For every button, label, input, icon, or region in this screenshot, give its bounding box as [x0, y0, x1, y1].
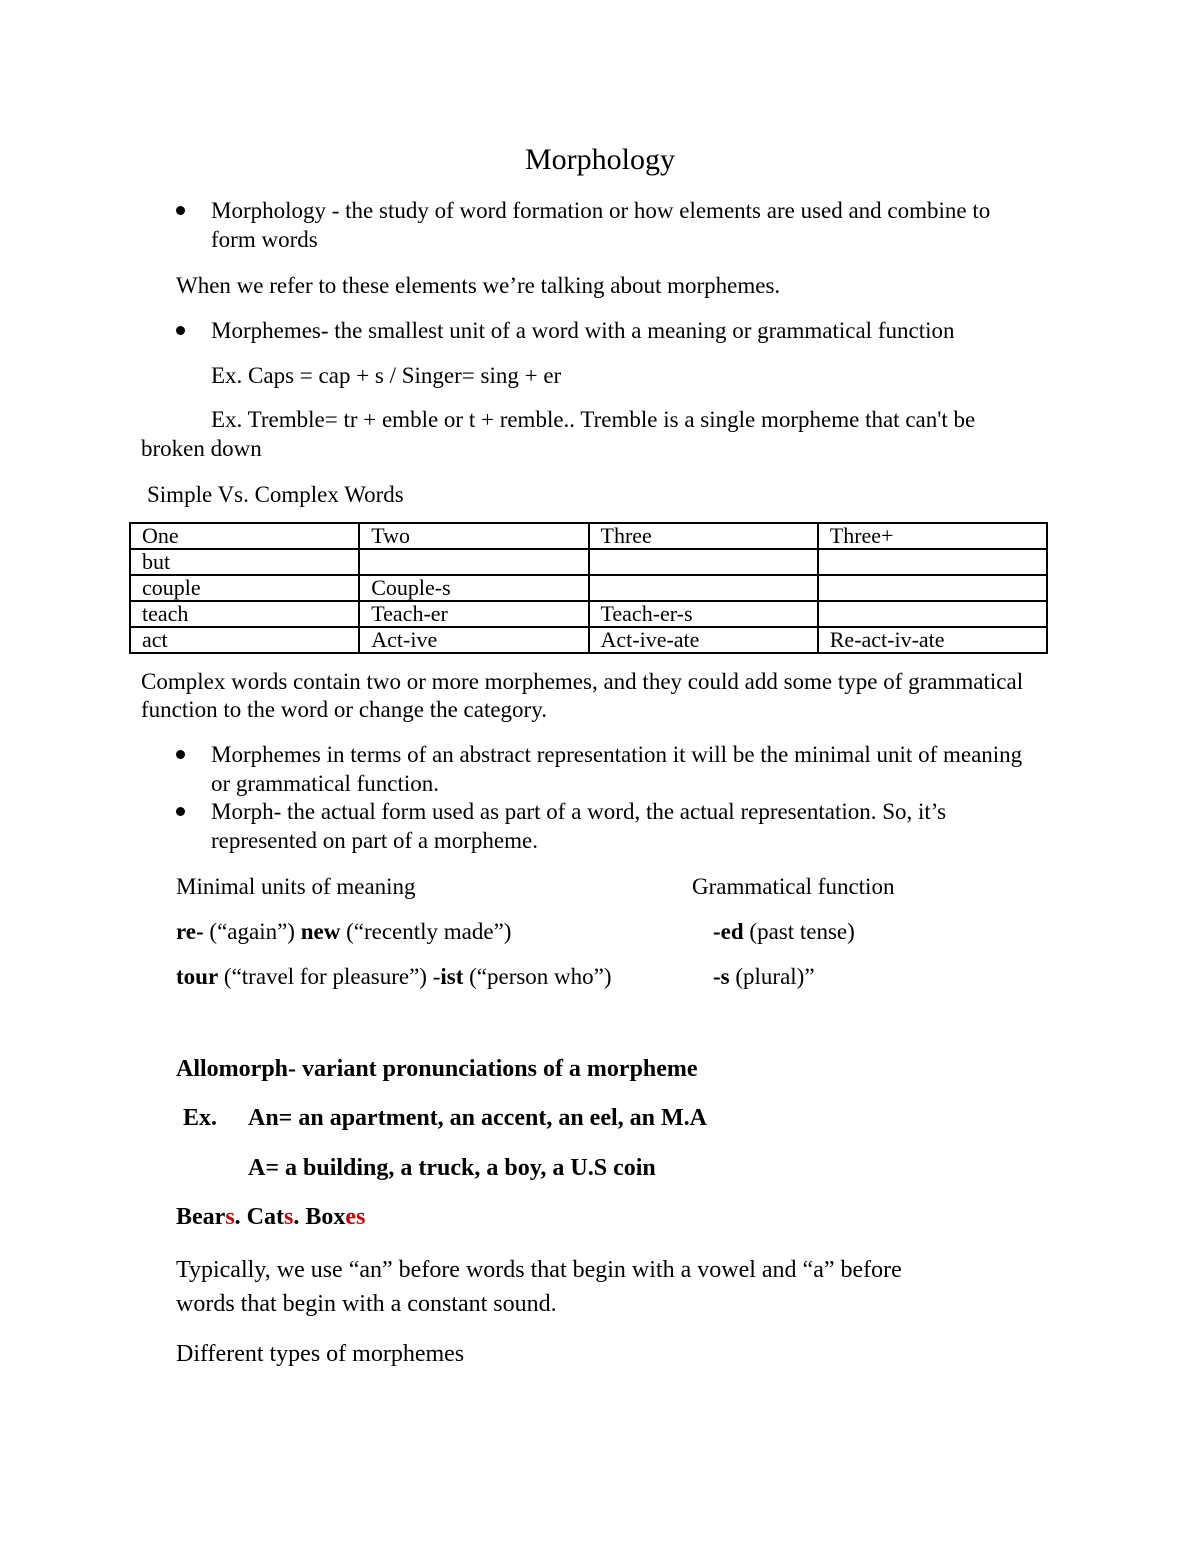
example-tremble-line2: broken down — [141, 436, 262, 461]
gloss-again: (“again”) — [203, 919, 301, 944]
table-cell: Teach-er — [359, 601, 588, 627]
bear-suffix: s — [225, 1204, 235, 1230]
example-tremble-line1: Ex. Tremble= tr + emble or t + remble.. Tremble is a single morpheme that can't be — [211, 407, 976, 432]
table-cell: Act-ive-ate — [589, 627, 818, 653]
morpheme-new: new — [300, 919, 341, 944]
table-row — [130, 575, 1047, 601]
allomorph-heading: Allomorph- variant pronunciations of a morpheme — [176, 1056, 698, 1082]
typically-line1: Typically, we use “an” before words that begin with a vowel and “a” before — [176, 1257, 902, 1283]
page-title: Morphology — [525, 143, 675, 176]
table-header-cell: Three — [589, 523, 818, 549]
table-cell: Act-ive — [359, 627, 588, 653]
gloss-person-who: (“person who”) — [463, 964, 612, 989]
typically-line2: words that begin with a constant sound. — [176, 1291, 557, 1317]
table-header-cell: One — [130, 523, 359, 549]
gloss-travel: (“travel for pleasure”) - — [218, 964, 441, 989]
table-cell — [818, 549, 1047, 575]
table-header-cell: Three+ — [818, 523, 1047, 549]
morpheme-ed: -ed — [713, 919, 744, 944]
table-cell — [589, 549, 818, 575]
bullet-morphemes: Morphemes- the smallest unit of a word with a meaning or grammatical function — [211, 318, 955, 343]
bullet-morph-line1: Morph- the actual form used as part of a word, the actual representation. So, it’s — [211, 799, 947, 824]
different-types-heading: Different types of morphemes — [176, 1341, 465, 1367]
morpheme-table — [129, 522, 1048, 654]
morpheme-s: -s — [713, 964, 730, 989]
table-cell — [359, 549, 588, 575]
table-row — [130, 627, 1047, 653]
table-header-row — [130, 523, 1047, 549]
bullet-marker — [176, 206, 185, 215]
table-cell — [818, 601, 1047, 627]
gloss-plural: (plural)” — [729, 964, 815, 989]
table-cell: but — [130, 549, 359, 575]
grammatical-function-header: Grammatical function — [692, 874, 895, 899]
separator: . — [234, 1204, 247, 1230]
plural-allomorphs — [176, 1203, 365, 1232]
allomorph-ex-label: Ex. — [183, 1105, 218, 1131]
gloss-past-tense: (past tense) — [743, 919, 855, 944]
allomorph-a-examples: A= a building, a truck, a boy, a U.S coin — [248, 1155, 656, 1181]
intro-paragraph: When we refer to these elements we’re talking about morphemes. — [176, 273, 781, 298]
cat-suffix: s — [283, 1204, 294, 1230]
cat-stem: Cat — [246, 1204, 284, 1230]
meaning-example-row2 — [176, 962, 612, 991]
bullet-morphology-line1: Morphology - the study of word formation or how elements are used and combine to — [211, 198, 991, 223]
bullet-marker — [176, 750, 185, 759]
table-header-cell: Two — [359, 523, 588, 549]
table-cell: act — [130, 627, 359, 653]
bullet-marker — [176, 807, 185, 816]
minimal-units-header: Minimal units of meaning — [176, 874, 416, 899]
table-cell: couple — [130, 575, 359, 601]
table-cell — [589, 575, 818, 601]
meaning-example-row1 — [176, 917, 511, 946]
box-stem: Box — [305, 1204, 346, 1230]
table-cell: teach — [130, 601, 359, 627]
function-example-row1 — [713, 917, 855, 946]
complex-note-line1: Complex words contain two or more morphemes, and they could add some type of grammatical — [141, 669, 1024, 694]
bullet-abstract-line1: Morphemes in terms of an abstract representation it will be the minimal unit of meaning — [211, 742, 1023, 767]
bullet-abstract-line2: or grammatical function. — [211, 771, 440, 796]
bullet-marker — [176, 326, 185, 335]
table-cell: Couple-s — [359, 575, 588, 601]
function-example-row2 — [713, 962, 815, 991]
allomorph-an-examples: An= an apartment, an accent, an eel, an M.A — [248, 1105, 707, 1131]
table-cell — [818, 575, 1047, 601]
bear-stem: Bear — [176, 1204, 226, 1230]
table-row — [130, 601, 1047, 627]
table-cell: Teach-er-s — [589, 601, 818, 627]
table-row — [130, 549, 1047, 575]
complex-note-line2: function to the word or change the category. — [141, 697, 547, 722]
morpheme-ist: ist — [440, 964, 464, 989]
example-caps: Ex. Caps = cap + s / Singer= sing + er — [211, 363, 562, 388]
table-caption: Simple Vs. Complex Words — [147, 482, 404, 507]
morpheme-re: re- — [176, 919, 204, 944]
bullet-morphology-line2: form words — [211, 227, 318, 252]
gloss-recently-made: (“recently made”) — [340, 919, 512, 944]
morpheme-tour: tour — [176, 964, 219, 989]
box-suffix: es — [345, 1204, 366, 1230]
bullet-morph-line2: represented on part of a morpheme. — [211, 828, 538, 853]
table-cell: Re-act-iv-ate — [818, 627, 1047, 653]
separator: . — [293, 1204, 306, 1230]
